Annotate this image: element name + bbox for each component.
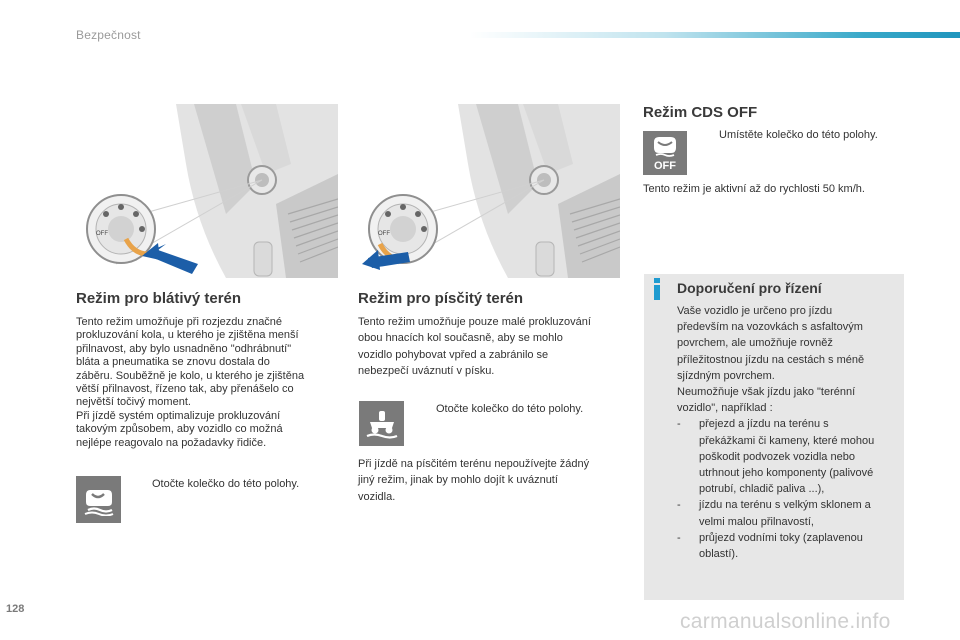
page-number: 128 xyxy=(6,603,25,615)
header-accent-bar xyxy=(470,32,960,38)
mud-mode-step: Otočte kolečko do této polohy. xyxy=(152,478,300,490)
watermark: carmanualsonline.info xyxy=(680,610,891,633)
cds-off-icon xyxy=(643,131,687,175)
dial-photo-sand xyxy=(358,104,620,278)
center-console-illustration xyxy=(358,104,620,278)
sand-mode-title: Režim pro písčitý terén xyxy=(358,290,524,307)
center-console-illustration xyxy=(76,104,338,278)
dial-off-label: OFF xyxy=(96,231,108,237)
driving-tip-text: Vaše vozidlo je určeno pro jízdu především na vozovkách s asfaltovým povrchem, ale umožňuje rovněž příležitostnou jízdu na cestách s méně sjízdným povrchem. Neumožňuje však jízdu jako "terénní vozidlo", například : - přejezd a jízdu na terénu s překážkami či kameny, které mohou poškodit podvozek vozidla nebo utrhnout jeho komponenty (palivové potrubí, chladič paliva ...), - jízdu na terénu s velkým sklonem a velmi malou přilnavostí, - průjezd vodními toky (zaplavenou oblastí). xyxy=(677,303,901,562)
mud-mode-icon xyxy=(76,476,121,523)
mud-mode-description: Tento režim umožňuje při rozjezdu značné prokluzování kola, u kterého je zjištěna menší přilnavost, aby bylo usnadněno "odhrábnutí" bláta a pneumatika se znovu dostala do záběru. Souběžně je kolo, u kterého je zjištěna větší přilnavost, řízeno tak, aby přenášelo co největší točivý moment. Při jízdě systém optimalizuje prokluzování takovým způsobem, aby vozidlo co možná nejlépe reagovalo na požadavky řidiče. xyxy=(76,316,305,449)
driving-tip-title: Doporučení pro řízení xyxy=(677,280,822,296)
cds-off-step: Umístěte kolečko do této polohy. xyxy=(719,129,878,141)
mud-mode-title: Režim pro blátivý terén xyxy=(76,290,242,307)
dial-photo-mud xyxy=(76,104,338,278)
sand-mode-note: Při jízdě na písčitém terénu nepoužívejte žádný jiný režim, jinak by mohlo dojít k uváznutí vozidla. xyxy=(358,458,590,503)
list-item: - jízdu na terénu s velkým sklonem a velmi malou přilnavostí, xyxy=(677,499,871,528)
info-icon xyxy=(654,278,660,300)
sand-mode-icon xyxy=(359,401,404,446)
cds-off-icon-label: OFF xyxy=(654,160,676,172)
list-item: - průjezd vodními toky (zaplavenou oblastí). xyxy=(677,531,863,561)
sand-mode-description: Tento režim umožňuje pouze malé prokluzování obou hnacích kol současně, aby se mohlo vozidlo pohybovat vpřed a zabránilo se nebezpečí uváznutí v písku. xyxy=(358,316,591,378)
list-item: - přejezd a jízdu na terénu s překážkami či kameny, které mohou poškodit podvozek vozidla nebo utrhnout jeho komponenty (palivové potrubí, chladič paliva ...), xyxy=(677,418,875,496)
cds-off-note: Tento režim je aktivní až do rychlosti 50 km/h. xyxy=(643,183,865,195)
cds-off-title: Režim CDS OFF xyxy=(643,104,758,121)
sand-mode-step: Otočte kolečko do této polohy. xyxy=(436,403,584,415)
dial-off-label: OFF xyxy=(378,231,390,237)
section-title: Bezpečnost xyxy=(76,28,141,42)
